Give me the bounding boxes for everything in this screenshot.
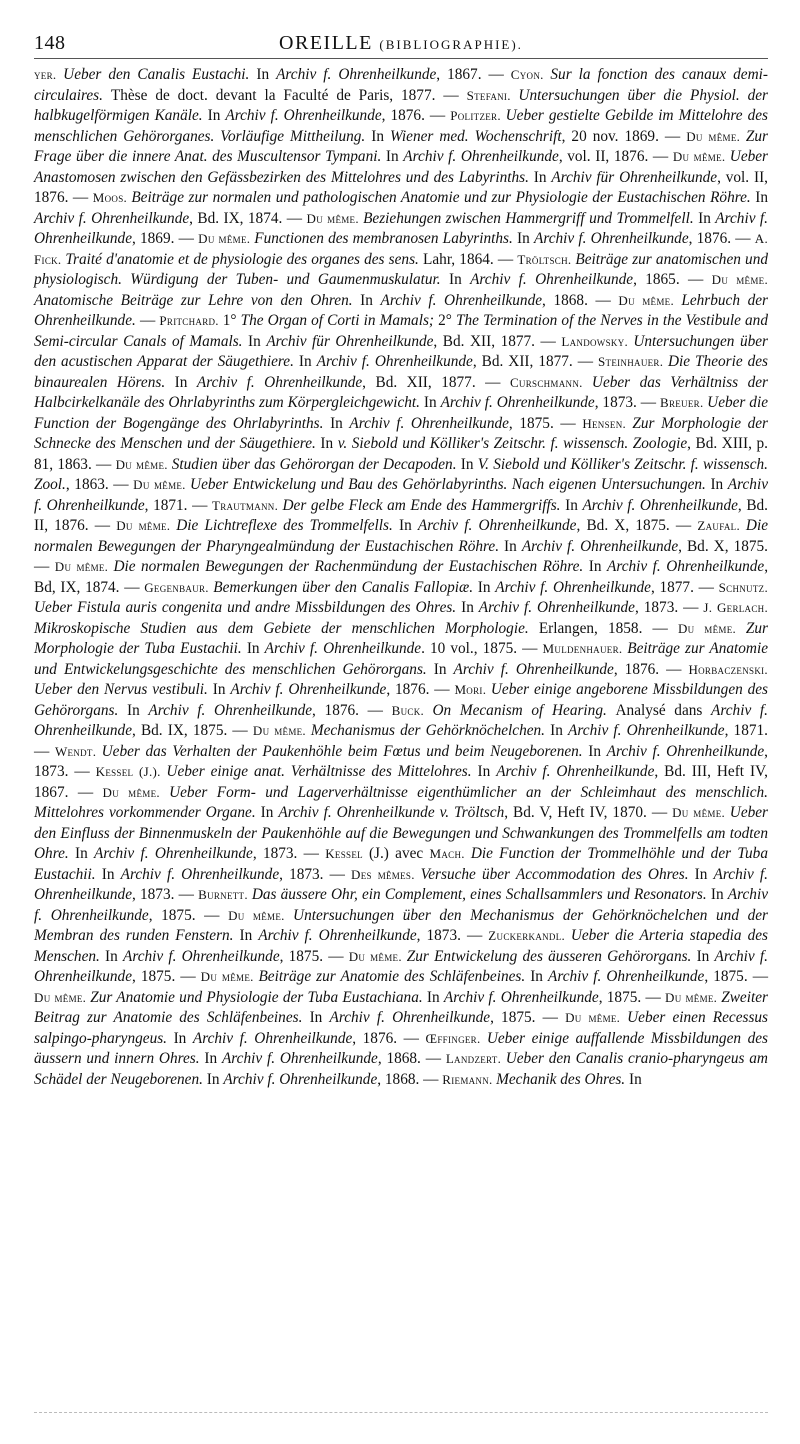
citation-text: In	[174, 373, 197, 391]
work-title: Archiv f. Ohrenheilkunde	[264, 640, 422, 657]
running-title	[34, 32, 768, 55]
citation-text: , Bd. IX, 1874. —	[189, 209, 307, 227]
citation-text: , 1868. —	[542, 291, 619, 309]
work-title: Archiv f. Ohrenheilkunde	[148, 701, 313, 719]
citation-text: In	[533, 168, 552, 186]
citation-text: , 1875. —	[490, 1009, 566, 1026]
author-name: Trautmann.	[211, 497, 283, 513]
author-name: Landowsky.	[561, 333, 634, 349]
author-name: Gegenbaur.	[144, 579, 214, 595]
work-title: Archiv f. Ohrenheilkunde	[568, 722, 725, 739]
page-number: 148	[34, 32, 66, 54]
work-title: Archiv f. Ohrenheilkunde	[276, 66, 437, 83]
author-name: Du même.	[133, 477, 191, 492]
author-name: Du même.	[618, 292, 682, 308]
citation-text: , 1876. —	[688, 230, 755, 247]
author-name: Cyon.	[510, 67, 551, 82]
author-name: Burnett.	[198, 887, 252, 902]
citation-text: , 1875. —	[148, 906, 229, 924]
work-title: Ueber einen Recessus salpingo-pharyngeus.	[34, 1009, 769, 1047]
citation-text: , 1863. —	[65, 476, 134, 493]
work-title: Archiv f. Ohrenheilkunde	[223, 1070, 378, 1088]
citation-text: , 1876. —	[613, 660, 689, 678]
work-title: Ueber einige auffallende Missbildungen des äussern und innern Ohres.	[34, 1029, 768, 1067]
author-name: Du même.	[672, 149, 730, 164]
citation-text: , 1867. —	[436, 66, 511, 83]
author-name: Breuer.	[659, 395, 708, 410]
citation-text: In	[74, 845, 95, 862]
citation-text: In	[504, 537, 522, 555]
work-title: On Mecanism of Hearing.	[432, 701, 616, 719]
author-name: Du même.	[200, 969, 259, 984]
work-title: Beiträge zur normalen und pathologischen Anatomie und zur Physiologie der Eustachischen Röhre.	[131, 189, 756, 206]
work-title: Archiv f. Ohrenheilkunde	[120, 865, 280, 883]
running-header	[34, 30, 768, 59]
citation-text: In	[126, 701, 149, 719]
work-title: Archiv f. Ohrenheilkunde	[349, 414, 509, 432]
work-title: Beziehungen zwischen Hammergriff und Trommelfell.	[363, 209, 699, 227]
citation-text: In	[371, 127, 390, 145]
author-name: Wendt.	[54, 743, 102, 759]
work-title: Ueber einige anat. Verhältnisse des Mittelohres.	[166, 763, 478, 780]
citation-text: In	[477, 578, 496, 596]
citation-text: , 1873. —	[252, 845, 326, 862]
work-title: Lehrbuch der Ohrenheilkunde.	[34, 291, 768, 329]
citation-text: , 1865. —	[633, 271, 712, 288]
citation-text: In	[565, 496, 583, 514]
work-title: Archiv f. Ohrenheilkunde	[34, 476, 768, 514]
work-title: The Organ of Corti in Mamals;	[240, 312, 439, 329]
work-title: Archiv f. Ohrenheilkunde	[440, 394, 595, 411]
citation-text: , Bd. III, Heft IV, 1867. —	[34, 763, 768, 801]
work-title: Ueber den Einfluss der Binnenmuskeln der Paukenhöhle auf die Bewegungen und Schwankungen des Trommelfells am todten Ohre.	[34, 804, 768, 862]
citation-text: . 10 vol., 1875. —	[421, 640, 543, 657]
work-title: Ueber das Verhalten der Paukenhöhle beim Fœtus und beim Neugeborenen.	[101, 742, 589, 760]
work-title: Beiträge zur Anatomie und Entwickelungsgeschichte des menschlichen Gehörorgans.	[34, 640, 768, 678]
work-title: Ueber den Nervus vestibuli.	[34, 681, 213, 698]
citation-text: , 1873. —	[279, 865, 352, 883]
citation-text: In	[398, 517, 418, 534]
citation-text: , 1876. —	[381, 107, 451, 124]
citation-text: Analysé dans	[615, 701, 712, 719]
running-title-sub: (BIBLIOGRAPHIE).	[379, 37, 523, 52]
work-title: Functionen des membranosen Labyrinths.	[254, 230, 518, 247]
citation-text: In	[517, 230, 534, 247]
citation-text: In	[173, 1029, 193, 1047]
author-name: A. Fick.	[34, 231, 769, 267]
citation-text: , Bd. XII, 1877. —	[362, 373, 510, 391]
author-name: Tröltsch.	[517, 251, 576, 267]
author-name: Riemann.	[442, 1071, 497, 1087]
work-title: Archiv für Ohrenheilkunde	[266, 332, 434, 350]
citation-text: , 1875. —	[704, 968, 768, 985]
work-title: Ueber den Canalis cranio-pharyngeus am Schädel der Neugeborenen.	[34, 1050, 768, 1088]
work-title: Archiv f. Ohrenheilkunde	[606, 558, 765, 575]
citation-text: In	[628, 1070, 642, 1088]
work-title: Zur Entwickelung des äusseren Gehörorgans.	[406, 947, 697, 965]
citation-text: In	[423, 394, 441, 411]
citation-text: , vol. II, 1876. —	[558, 148, 673, 165]
author-name: Schnutz.	[718, 579, 769, 595]
citation-text: In	[248, 332, 267, 350]
footer-divider	[34, 1412, 768, 1413]
citation-text: In	[710, 476, 728, 493]
author-name: Hensen.	[582, 415, 633, 431]
citation-text: In	[698, 209, 716, 227]
citation-text: In	[460, 455, 478, 473]
work-title: Ueber die Function der Bogengänge des Ohrlabyrinths.	[34, 394, 768, 432]
work-title: Archiv f. Ohrenheilkunde	[316, 353, 473, 370]
work-title: Die Lichtreflexe des Trommelfells.	[176, 517, 399, 534]
work-title: Archiv f. Ohrenheilkunde	[122, 947, 280, 965]
citation-text: In	[448, 271, 471, 288]
author-name: Du même.	[102, 784, 170, 800]
work-title: Ueber den Canalis Eustachi.	[63, 66, 257, 83]
work-title: Versuche über Accommodation des Ohres.	[420, 865, 695, 883]
citation-text: , 1873. —	[634, 599, 704, 616]
work-title: Beiträge zur Anatomie des Schläfenbeines.	[258, 968, 531, 985]
author-name: Du même.	[116, 518, 177, 533]
citation-text: In	[206, 1070, 224, 1088]
work-title: Archiv f. Ohrenheilkunde	[478, 599, 635, 616]
citation-text: , 1876. —	[386, 681, 455, 698]
author-name: Du même.	[198, 231, 255, 246]
citation-text: , Bd. X, 1875. —	[34, 537, 768, 575]
work-title: Zur Morphologie der Tuba Eustachii.	[34, 619, 769, 657]
citation-text: In	[588, 558, 607, 575]
author-name: Pritchard.	[159, 313, 223, 328]
running-title-main: OREILLE	[279, 32, 373, 54]
citation-text: , 1873. —	[131, 886, 199, 903]
author-name: Du même.	[115, 456, 172, 472]
author-name: Landzert.	[445, 1051, 506, 1066]
citation-text: In	[320, 435, 338, 452]
citation-text: In	[426, 988, 444, 1006]
citation-text: , 1871. —	[34, 722, 768, 760]
work-title: Untersuchungen über die Physiol. der halbkugelförmigen Kanäle.	[34, 86, 769, 124]
citation-text: In	[207, 107, 226, 124]
citation-text: , 1875. —	[279, 947, 349, 965]
work-title: Archiv f. Ohrenheilkunde	[34, 947, 768, 985]
work-title: Sur la fonction des canaux demi-circulaires.	[34, 66, 768, 104]
work-title: Anatomische Beiträge zur Lehre von den Ohren.	[34, 291, 361, 309]
author-name: Zaufal.	[697, 518, 746, 533]
work-title: Archiv f. Ohrenheilkunde	[221, 1050, 378, 1067]
author-name: Du même.	[228, 907, 294, 923]
author-name: Du même.	[677, 620, 746, 636]
work-title: Archiv f. Ohrenheilkunde	[34, 701, 768, 739]
work-title: Archiv f. Ohrenheilkunde	[495, 578, 651, 596]
work-title: Die normalen Bewegungen der Pharyngealmündung der Eustachischen Röhre.	[34, 517, 768, 555]
citation-text: , 1873. —	[34, 742, 768, 780]
work-title: Ueber die Arteria stapedia des Menschen.	[34, 927, 768, 965]
work-title: Mechanismus der Gehörknöchelchen.	[310, 722, 551, 739]
author-name: Du même.	[711, 272, 768, 287]
author-name: Du même.	[565, 1010, 628, 1025]
citation-text: —	[139, 312, 160, 329]
citation-text: In	[256, 66, 277, 83]
citation-text: In	[330, 414, 350, 432]
citation-text: In	[105, 947, 123, 965]
work-title: Archiv f. Ohrenheilkunde	[329, 1009, 491, 1026]
citation-text: In	[530, 968, 548, 985]
page	[34, 30, 768, 1090]
author-name: Buck.	[391, 702, 433, 718]
work-title: Archiv für Ohrenheilkunde	[551, 168, 718, 186]
citation-text: , Bd. X, 1875. —	[576, 517, 698, 534]
work-title: Die Theorie des binaurealen Hörens.	[34, 353, 768, 391]
citation-text: In	[246, 640, 265, 657]
bibliography-text	[34, 65, 768, 1090]
citation-text: In	[710, 886, 728, 903]
citation-text: In	[101, 865, 121, 883]
work-title: Archiv f. Ohrenheilkunde	[34, 209, 768, 247]
author-name: Œffinger.	[425, 1030, 487, 1046]
citation-text: In	[298, 353, 317, 370]
author-name: Du même.	[665, 989, 722, 1005]
author-name: Des mêmes.	[351, 866, 421, 882]
author-name: Du même.	[348, 948, 407, 964]
work-title: Archiv f. Ohrenheilkunde	[521, 537, 679, 555]
citation-text: , Bd. V, Heft IV, 1870. —	[504, 804, 673, 821]
work-title: Archiv f. Ohrenheilkunde	[258, 927, 417, 944]
work-title: Archiv f. Ohrenheilkunde	[380, 291, 543, 309]
author-name: Du même.	[54, 559, 114, 574]
citation-text: , 1875. —	[508, 414, 583, 432]
citation-text: In	[212, 681, 231, 698]
work-title: V. Siebold und Kölliker's Zeitschr. f. wissensch. Zool.	[34, 455, 768, 493]
work-title: Ueber Anastomosen zwischen den Gefässbezirken des Mittelohres und des Labyrinths.	[34, 148, 769, 186]
author-name: Du même.	[34, 989, 91, 1005]
citation-text: , vol. II, 1876. —	[34, 168, 768, 206]
work-title: Archiv f. Ohrenheilkunde v. Tröltsch	[278, 804, 505, 821]
author-name: Du même.	[252, 723, 311, 738]
work-title: Untersuchungen über den acustischen Apparat der Säugethiere.	[34, 332, 768, 370]
citation-text: In	[550, 722, 569, 739]
work-title: Archiv f. Ohrenheilkunde	[496, 763, 655, 780]
citation-text: , 1875. —	[131, 968, 201, 985]
work-title: The Termination of the Nerves in the Vestibule and Semi-circular Canals of Mamals.	[34, 312, 768, 350]
citation-text: (J.) avec	[368, 845, 430, 862]
work-title: Die normalen Bewegungen der Rachenmündung der Eustachischen Röhre.	[113, 558, 589, 575]
work-title: Archiv f. Ohrenheilkunde	[94, 845, 253, 862]
citation-text: In	[260, 804, 279, 821]
work-title: Untersuchungen über den Mechanismus der Gehörknöchelchen und der Membran des runden Fenstern.	[34, 906, 768, 944]
citation-text: , Bd, IX, 1874. —	[34, 558, 769, 596]
work-title: Ueber Fistula auris congenita und andre Missbildungen des Ohres.	[34, 599, 462, 616]
citation-text: , Bd. II, 1876. —	[34, 496, 768, 534]
citation-text: In	[755, 189, 768, 206]
citation-text: , 1873. —	[416, 927, 489, 944]
citation-text: In	[239, 927, 259, 944]
work-title: Zur Morphologie der Schnecke des Menschen und der Säugethiere.	[34, 414, 768, 452]
work-title: Archiv f. Ohrenheilkunde	[403, 148, 559, 165]
citation-text: In	[694, 865, 714, 883]
citation-text: , 20 nov. 1869. —	[561, 127, 687, 145]
author-name: Mach.	[429, 846, 471, 861]
citation-text: , 1875. —	[598, 988, 666, 1006]
author-name: Du même.	[672, 805, 730, 820]
work-title: Ueber Form- und Lagerverhältnisse eigenthümlicher an der Schleimhaut des menschlich. Mittelohres vorkommender Organe.	[34, 783, 768, 821]
citation-text: , Bd. XIII, p. 81, 1863. —	[34, 435, 768, 473]
author-name: Muldenhauer.	[542, 641, 628, 656]
citation-text: 1°	[222, 312, 241, 329]
author-name: Stefani.	[466, 87, 519, 103]
citation-text: 2°	[438, 312, 456, 329]
citation-text: , 1873. —	[594, 394, 660, 411]
citation-text: , Bd. XII, 1877. —	[433, 332, 562, 350]
author-name: Mori.	[454, 682, 491, 697]
work-title: Archiv f. Ohrenheilkunde	[196, 373, 363, 391]
citation-text: In	[385, 148, 404, 165]
citation-text: Lahr, 1864. —	[423, 250, 518, 268]
work-title: Zur Anatomie und Physiologie der Tuba Eustachiana.	[90, 988, 427, 1006]
work-title: Ueber das Verhältniss der Halbcirkelkanäle des Ohrlabyrinths zum Körpergleichgewicht.	[34, 373, 768, 411]
author-name: Zuckerkandl.	[488, 928, 571, 943]
citation-text: , 1877. —	[650, 578, 719, 596]
work-title: Ueber einige angeborene Missbildungen des Gehörorgans.	[34, 681, 769, 719]
work-title: Mechanik des Ohres.	[496, 1070, 629, 1088]
author-name: Kessel	[325, 846, 369, 861]
work-title: Wiener med. Wochenschrift	[390, 127, 562, 145]
work-title: Archiv f. Ohrenheilkunde	[443, 988, 599, 1006]
work-title: Archiv f. Ohrenheilkunde	[34, 865, 768, 903]
work-title: Bemerkungen über den Canalis Fallopiæ.	[213, 578, 478, 596]
work-title: Archiv f. Ohrenheilkunde	[225, 107, 382, 124]
author-name: Moos.	[92, 190, 132, 205]
author-name: Steinhauer.	[598, 354, 668, 369]
author-name: Du même.	[686, 128, 746, 144]
citation-text: In	[696, 947, 715, 965]
work-title: Die Function der Trommelhöhle und der Tuba Eustachii.	[34, 845, 768, 883]
work-title: Archiv f. Ohrenheilkunde	[230, 681, 387, 698]
work-title: Ueber Entwickelung und Bau des Gehörlabyrinths. Nach eigenen Untersuchungen.	[190, 476, 711, 493]
author-name: J. Gerlach.	[703, 600, 768, 615]
work-title: Archiv f. Ohrenheilkunde	[453, 660, 614, 678]
citation-text: , 1876. —	[352, 1029, 426, 1047]
citation-text: In	[461, 599, 479, 616]
author-name: yer.	[34, 67, 64, 82]
citation-text: In	[309, 1009, 330, 1026]
work-title: Zweiter Beitrag zur Anatomie des Schläfenbeines.	[34, 988, 768, 1026]
work-title: Archiv f. Ohrenheilkunde	[34, 886, 768, 924]
author-name: Curschmann.	[509, 374, 592, 390]
work-title: Studien über das Gehörorgan der Decapoden.	[171, 455, 461, 473]
work-title: Archiv f. Ohrenheilkunde	[192, 1029, 353, 1047]
work-title: Archiv f. Ohrenheilkunde	[34, 209, 190, 227]
work-title: Traité d'anatomie et de physiologie des organes des sens.	[65, 250, 424, 268]
work-title: Ueber gestielte Gebilde im Mittelohre des menschlichen Gehörorganes. Vorläufige Mittheilung.	[34, 107, 768, 145]
citation-text: Thèse de doct. devant la Faculté de Paris, 1877. —	[110, 86, 467, 104]
work-title: Das äussere Ohr, ein Complement, eines Schallsammlers und Resonators.	[251, 886, 711, 903]
author-name: Politzer.	[450, 108, 506, 123]
citation-text: In	[204, 1050, 222, 1067]
citation-text: Erlangen, 1858. —	[538, 619, 678, 637]
author-name: Kessel (J.).	[95, 764, 167, 779]
citation-text: , 1871. —	[144, 496, 212, 514]
work-title: Der gelbe Fleck am Ende des Hammergriffs.	[282, 496, 566, 514]
author-name: Horbaczenski.	[688, 661, 768, 677]
citation-text: , 1876. —	[312, 701, 392, 719]
citation-text: , 1868. —	[377, 1050, 446, 1067]
citation-text: , Bd. XII, 1877. —	[472, 353, 598, 370]
work-title: Beiträge zur anatomischen und physiologisch. Würdigung der Tuben- und Gaumenmuskulatur.	[34, 250, 769, 288]
work-title: Archiv f. Ohrenheilkunde	[606, 742, 765, 760]
citation-text: , Bd. IX, 1875. —	[131, 722, 253, 739]
work-title: Archiv f. Ohrenheilkunde	[582, 496, 738, 514]
work-title: Zur Frage über die innere Anat. des Muscultensor Tympani.	[34, 127, 768, 165]
citation-text: In	[433, 660, 454, 678]
work-title: Mikroskopische Studien aus dem Gebiete der menschlichen Morphologie.	[34, 619, 539, 637]
citation-text: In	[588, 742, 607, 760]
author-name: Du même.	[306, 210, 364, 226]
citation-text: , 1869. —	[131, 230, 199, 247]
work-title: Archiv f. Ohrenheilkunde	[533, 230, 689, 247]
citation-text: , 1868. —	[377, 1070, 443, 1088]
work-title: Archiv f. Ohrenheilkunde	[417, 517, 577, 534]
work-title: v. Siebold und Kölliker's Zeitschr. f. wissensch. Zoologie	[337, 435, 688, 452]
citation-text: In	[477, 763, 497, 780]
work-title: Archiv f. Ohrenheilkunde	[470, 271, 634, 288]
work-title: Archiv f. Ohrenheilkunde	[548, 968, 705, 985]
citation-text: In	[360, 291, 381, 309]
